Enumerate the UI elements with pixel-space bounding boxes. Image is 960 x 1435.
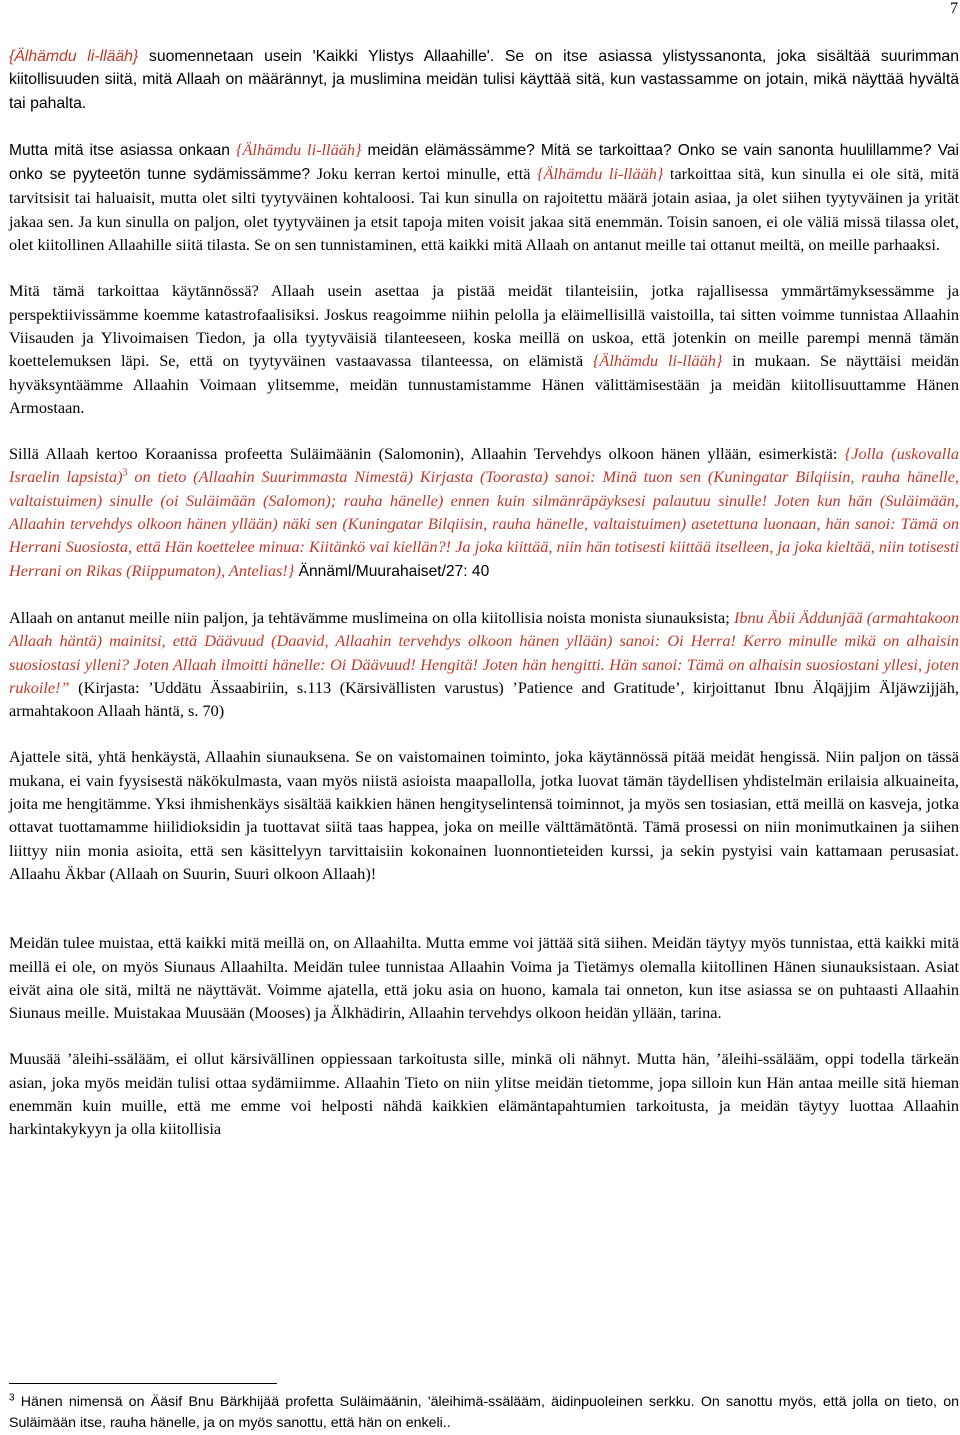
quran-quote: on tieto (Allaahin Suurimmasta Nimestä) Kirjasta (Toorasta) sanoi: Minä tuon sen (Kuningatar Bilqiisin, rauha hänelle, valtaistuimen) sinulle (oi Suläimään (Salomon); rauha hänelle) ennen kuin silmänräpäyksesi palautuu sinulle! Joten kun hän (Suläimään, Allaahin tervehdys olkoon hänen yllään) näki sen (Kuningatar Bilqiisin, rauha hänelle, valtaistuimen) asetettuna luonaan, hän sanoi: Tämä on Herrani Suosiosta, että Hän koettelee minua: Kiitänkö vai kiellän?! Ja joka kiittää, niin hän totisesti kiittää itselleen, ja joka kieltää, niin totisesti Herrani on Rikas (Riippumaton), Antelias!} xyxy=(9,467,959,580)
arabic-phrase: {Älhämdu li-llääh} xyxy=(537,164,664,184)
arabic-phrase: {Älhämdu li-llääh} xyxy=(235,139,362,159)
arabic-phrase: {Älhämdu li-llääh} xyxy=(592,351,723,371)
paragraph-text: Mutta mitä itse asiassa onkaan xyxy=(9,141,236,159)
paragraph-1 xyxy=(9,45,959,115)
footnote-ref[interactable]: 3 xyxy=(122,468,128,480)
paragraph-text: Joku kerran kertoi minulle, että xyxy=(310,164,538,184)
paragraph-text: Allaah on antanut meille niin paljon, ja tehtävämme muslimeina on olla kiitollisia noista monista siunauksista; xyxy=(9,607,734,627)
paragraph-5 xyxy=(9,606,959,722)
paragraph-4 xyxy=(9,442,959,583)
paragraph-text: meidän elämässämme? Mitä se tarkoittaa? Onko se vain sanonta huulillamme? Vai onko se pyyteetön tunne sydämissämme? xyxy=(9,141,959,184)
paragraph-6 xyxy=(9,745,959,885)
arabic-phrase: {Älhämdu li-llääh} xyxy=(9,48,139,65)
footnote-text: Hänen nimensä on Ääsif Bnu Bärkhijää profetta Suläimäänin, 'äleihimä-ssälääm, äidinpuoleinen serkku. On sanottu myös, että jolla on tieto, on Suläimään itse, rauha hänelle, ja on myös sanottu, että hän on enkeli.. xyxy=(9,1394,959,1431)
footnote-number: 3 xyxy=(9,1392,15,1404)
hadith-quote: Ibnu Äbii Äddunjää (armahtakoon Allaah häntä) mainitsi, että Däävuud (Daavid, Allaahin tervehdys olkoon hänen yllään) sanoi: Oi Herra! Kerro minulle mikä on alhaisin suosiostasi ylleni? Joten Allaah ilmoitti hänelle: Oi Däävuud! Hengitä! Joten hän hengitti. Hän sanoi: Tämä on alhaisin suosiostani yllesi, joten rukoile!” xyxy=(9,607,960,697)
quran-reference: Ännäml/Muurahaiset/27: 40 xyxy=(294,562,490,580)
footnote xyxy=(9,1392,959,1434)
paragraph-3 xyxy=(9,279,959,419)
paragraph-text: suomennetaan usein 'Kaikki Ylistys Allaahille'. Se on itse asiassa ylistyssanonta, joka sisältää suurimman kiitollisuuden siitä, mitä Allaah on määrännyt, ja muslimina meidän tulisi käyttää sitä, kun vastassamme on jotain, mikä näyttää hyvältä tai pahalta. xyxy=(9,48,959,112)
paragraph-text: (Kirjasta: ’Uddätu Ässaabiriin, s.113 (Kärsivällisten varustus) ’Patience and Gratitude’, kirjoittanut Ibnu Älqäjjim Äljäwzijjäh, armahtakoon Allaah häntä, s. 70) xyxy=(9,677,959,721)
page-number: 7 xyxy=(950,0,958,17)
paragraph-2 xyxy=(9,138,959,256)
paragraph-text: tarkoittaa sitä, kun sinulla ei ole sitä, mitä tarvitsisit tai haluaisit, mutta olet silti tyytyväinen kohtaloosi. Tai kun sinulla on rajoitettu määrä jotain asiaa, ja olet siihen tyytyväinen ja yrität jakaa sen. Ja kun sinulla on paljon, olet tyytyväinen ja etsit tapoja miten voisit jakaa sitä enemmän. Toisin sanoen, ei ole väliä missä tilassa olet, olet kiitollinen Allaahille siitä tilasta. Se on sen tunnistaminen, että kaikki mitä Allaah on antanut meille tai ottanut meiltä, on meille parhaaksi. xyxy=(9,164,960,255)
paragraph-text: in mukaan. Se näyttäisi meidän hyväksyntäämme Allaahin Voimaan ylitsemme, meidän tunnustamistamme Hänen välittämisestään ja meidän kiitollisuuttamme Hänen Armostaan. xyxy=(9,351,959,417)
paragraph-text: Sillä Allaah kertoo Koraanissa profeetta Suläimäänin (Salomonin), Allaahin Tervehdys olkoon hänen yllään, esimerkistä: xyxy=(9,444,845,464)
paragraph-8 xyxy=(9,1047,959,1140)
quran-quote: {Jolla (uskovalla Israelin lapsista) xyxy=(9,444,959,487)
paragraph-7 xyxy=(9,931,959,1024)
paragraph-text: Muusää ’äleihi-ssälääm, ei ollut kärsivällinen oppiessaan tarkoitusta sille, minkä oli nähnyt. Mutta hän, ’äleihi-ssälääm, oppi todella tärkeän asian, joka myös meidän tulisi ottaa sydämiimme. Allaahin Tieto on niin ylitse meidän tietomme, jopa silloin kun Hän antaa meille sitä hieman enemmän kuin muille, että me emme voi helposti nähdä kaikkien elämäntapahtumien tarkoitusta, ja meidän täytyy luottaa Allaahin harkintakykyyn ja olla kiitollisia xyxy=(9,1049,959,1139)
footnote-divider xyxy=(9,1383,277,1384)
paragraph-text: Meidän tulee muistaa, että kaikki mitä meillä on, on Allaahilta. Mutta emme voi jättää sitä siihen. Meidän täytyy myös tunnistaa, että kaikki mitä meillä ei ole, on myös Siunaus Allaahilta. Meidän tulee tunnistaa Allaahin Voima ja Tietämys olemalla kiitollinen Hänen siunauksistaan. Asiat eivät aina ole sitä, miltä ne näyttävät. Voimme ajatella, että joku asia on huono, kamala tai onneton, kun itse asiassa se on puhtaasti Allaahin Siunaus meille. Muistakaa Muusään (Mooses) ja Älkhädirin, Allaahin tervehdys olkoon heidän yllään, tarina. xyxy=(9,933,959,1023)
document-body xyxy=(9,45,959,1141)
paragraph-text: Ajattele sitä, yhtä henkäystä, Allaahin siunauksena. Se on vaistomainen toiminto, joka käytännössä pitää meidät hengissä. Niin paljon on tässä mukana, ei vain fyysisestä näkökulmasta, vaan myös niistä asioista maapallolla, jotka luovat tämän täydellisen yhdistelmän erilaisia alkuaineita, joita me hengitämme. Yksi ihmishenkäys sisältää kaikkien hänen hengityselintensä toiminnot, ja myös sen tosiasian, että meillä on kasveja, jotka ottavat tuottamamme hiilidioksidin ja tuottavat siitä taas happea, joka on meille välttämätöntä. Tämä prosessi on niin monimutkainen ja siihen liittyy niin monia asioita, että sen käsittelyyn tarvittaisiin kokonainen luonnontieteiden kurssi, ja sekin pystyisi vain kattamaan perusasiat. Allaahu Äkbar (Allaah on Suurin, Suuri olkoon Allaah)! xyxy=(9,747,959,883)
paragraph-text: Mitä tämä tarkoittaa käytännössä? Allaah usein asettaa ja pistää meidät tilanteisiin, jotka rajallisessa ymmärtämyksessämme ja perspektiivissämme koemme katastrofaalisiksi. Joskus reagoimme niihin pelolla ja eläimellisillä vaistoilla, tai sitten voimme tunnistaa Allaahin Viisauden ja Ylivoimaisen Tiedon, ja olla tyytyväisiä tilanteeseen, koska meillä on uskoa, että jotenkin on meille parempi mennä tämän koettelemuksen läpi. Se, että on tyytyväinen vastaavassa tilanteessa, on elämistä xyxy=(9,281,959,371)
